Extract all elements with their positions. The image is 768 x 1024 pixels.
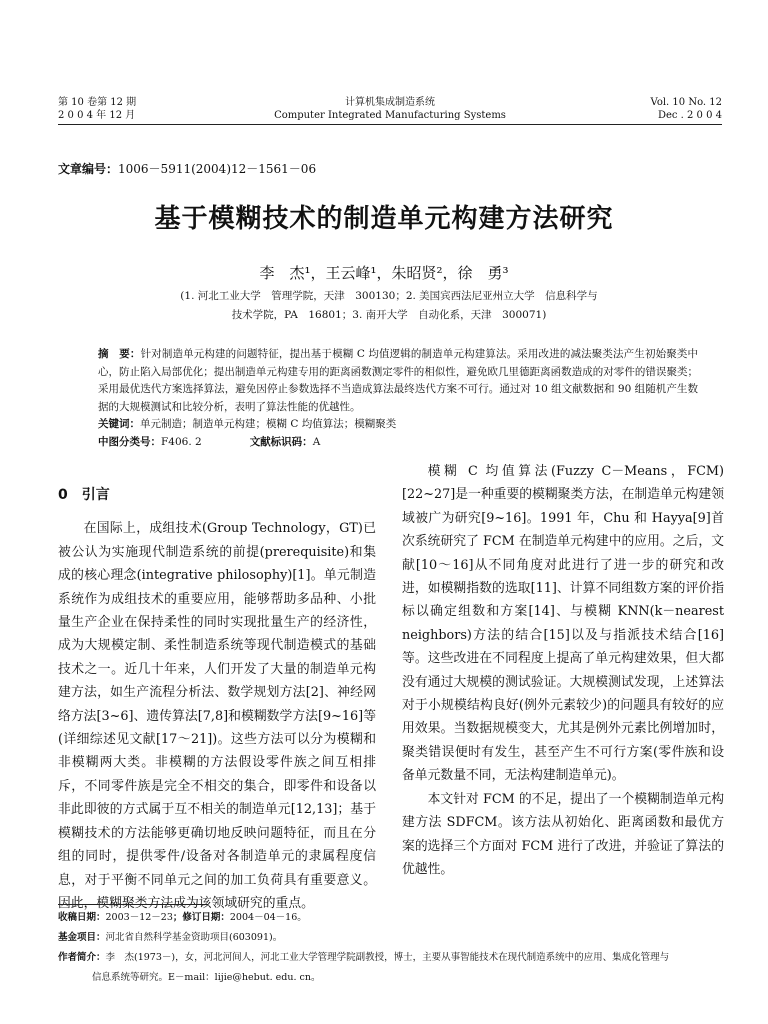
abstract xyxy=(98,346,698,416)
author-bio xyxy=(58,948,722,988)
clc-value: F406. 2 xyxy=(161,435,202,448)
footnote-rule xyxy=(58,904,208,905)
revised-date: 2004－04－16。 xyxy=(229,912,307,923)
doc-code-value: A xyxy=(312,435,321,448)
paper-title: 基于模糊技术的制造单元构建方法研究 xyxy=(154,204,614,234)
section-heading: 0 引言 xyxy=(58,487,110,503)
abstract-label: 摘 要： xyxy=(98,348,141,360)
body-paragraph: 本文针对 FCM 的不足，提出了一个模糊制造单元构建方法 SDFCM。该方法从初始化、距离函数和最优方案的选择三个方面对 FCM 进行了改进，并验证了算法的优越性。 xyxy=(402,791,724,877)
classification-line xyxy=(98,434,698,452)
abstract-block xyxy=(98,346,698,451)
journal-issue-en xyxy=(651,96,722,122)
affiliations xyxy=(150,287,628,325)
footnotes xyxy=(58,908,722,988)
right-column xyxy=(402,460,724,881)
affiliation-line: 技术学院，PA 16801；3. 南开大学 自动化系，天津 300071) xyxy=(231,309,547,321)
body-paragraph: 模糊 C 均值算法(Fuzzy C－Means，FCM)[22~27]是一种重要的模糊聚类方法，在制造单元构建领域被广为研究[9~16]。1991 年，Chu 和 Hayya[9]首次系统研究了 FCM 在制造单元构建中的应用。之后，文献[10～16]从不同角度对此进行了进一步的研究和改进，如模糊指数的选取[11]、计算不同组数方案的评价指标以确定组数和方案[14]、与模糊 KNN(k－nearest neighbors)方法的结合[15]以及与指派技术结合[16]等。这些改进在不同程度上提高了单元构建效果，但大都没有通过大规模的测试验证。大规模测试发现，上述算法对于小规模结构良好(例外元素较少)的问题具有较好的应用效果。当数据规模变大，尤其是例外元素比例增加时，聚类错误便时有发生，甚至产生不可行方案(零件族和设备单元数量不同，无法构建制造单元)。 xyxy=(402,464,725,784)
abstract-text: 针对制造单元构建的问题特征，提出基于模糊 C 均值逻辑的制造单元构建算法。采用改进的减法聚类法产生初始聚类中心，防止陷入局部优化；提出制造单元构建专用的距离函数测定零件的相似性，避免欧几里德距离函数造成的对零件的错误聚类；采用最优迭代方案选择算法，避免因停止参数选择不当造成算法最终迭代方案不可行。通过对 10 组文献数据和 90 组随机产生数据的大规模测试和比较分析，表明了算法性能的优越性。 xyxy=(98,348,698,413)
author-bio-label: 作者简介： xyxy=(58,952,106,963)
affiliation-line: (1. 河北工业大学 管理学院，天津 300130；2. 美国宾西法尼亚州立大学 信息科学与 xyxy=(180,290,598,302)
body-paragraph: 在国际上，成组技术(Group Technology，GT)已被公认为实施现代制造系统的前提(prerequisite)和集成的核心理念(integrative philosophy)[1]。单元制造系统作为成组技术的重要应用，能够帮助多品种、小批量生产企业在保持柔性的同时实现批量生产的经济性，成为大规模定制、柔性制造系统等现代制造模式的基础技术之一。近几十年来，人们开发了大量的制造单元构建方法，如生产流程分析法、数学规划方法[2]、神经网络方法[3~6]、遗传算法[7,8]和模糊数学方法[9~16]等(详细综述见文献[17～21])。这些方法可以分为模糊和非模糊两大类。非模糊的方法假设零件族之间互相排斥，不同零件族是完全不相交的集合，即零件和设备以非此即彼的方式属于互不相关的制造单元[12,13]；基于模糊技术的方法能够更确切地反映问题特征，而且在分组的同时，提供零件/设备对各制造单元的隶属程度信息，对于平衡不同单元之间的加工负荷具有重要意义。因此，模糊聚类方法成为该领域研究的重点。 xyxy=(58,521,376,911)
issue-date-en: Dec . 2 0 0 4 xyxy=(657,110,722,121)
author-list: 李 杰¹，王云峰¹，朱昭贤²，徐 勇³ xyxy=(259,264,509,282)
clc-label: 中图分类号： xyxy=(98,435,161,448)
article-number-label: 文章编号： xyxy=(58,162,119,176)
volume-issue: 第 10 卷第 12 期 xyxy=(58,97,137,108)
fund-line xyxy=(58,928,722,948)
keywords-text: 单元制造；制造单元构建；模糊 C 均值算法；模糊聚类 xyxy=(140,418,397,430)
header-rule xyxy=(58,124,722,125)
fund-text: 河北省自然科学基金资助项目(603091)。 xyxy=(105,932,283,943)
left-column xyxy=(58,460,376,915)
journal-name xyxy=(58,96,722,122)
author-bio-text: 李 杰(1973－)，女，河北河间人，河北工业大学管理学院副教授，博士，主要从事智能技术在现代制造系统中的应用、集成化管理与 xyxy=(105,952,670,963)
received-date: 2003－12－23 xyxy=(105,912,173,923)
keywords-label: 关键词： xyxy=(98,418,140,430)
running-header xyxy=(58,96,722,124)
volume-issue-en: Vol. 10 No. 12 xyxy=(650,97,722,108)
doc-code-label: 文献标识码： xyxy=(249,435,313,448)
author-bio-text: 信息系统等研究。E－mail：lijie@hebut. edu. cn。 xyxy=(92,972,321,983)
journal-name-zh: 计算机集成制造系统 xyxy=(345,97,435,108)
article-number xyxy=(58,160,316,177)
issue-date: 2 0 0 4 年 12 月 xyxy=(58,110,136,121)
received-date-line xyxy=(58,908,722,928)
article-number-value: 1006－5911(2004)12－1561－06 xyxy=(118,162,317,176)
revised-label: ；修订日期： xyxy=(172,912,230,923)
fund-label: 基金项目： xyxy=(58,932,106,943)
journal-name-en: Computer Integrated Manufacturing Systems xyxy=(274,110,506,121)
received-label: 收稿日期： xyxy=(58,912,106,923)
keywords xyxy=(98,416,698,434)
